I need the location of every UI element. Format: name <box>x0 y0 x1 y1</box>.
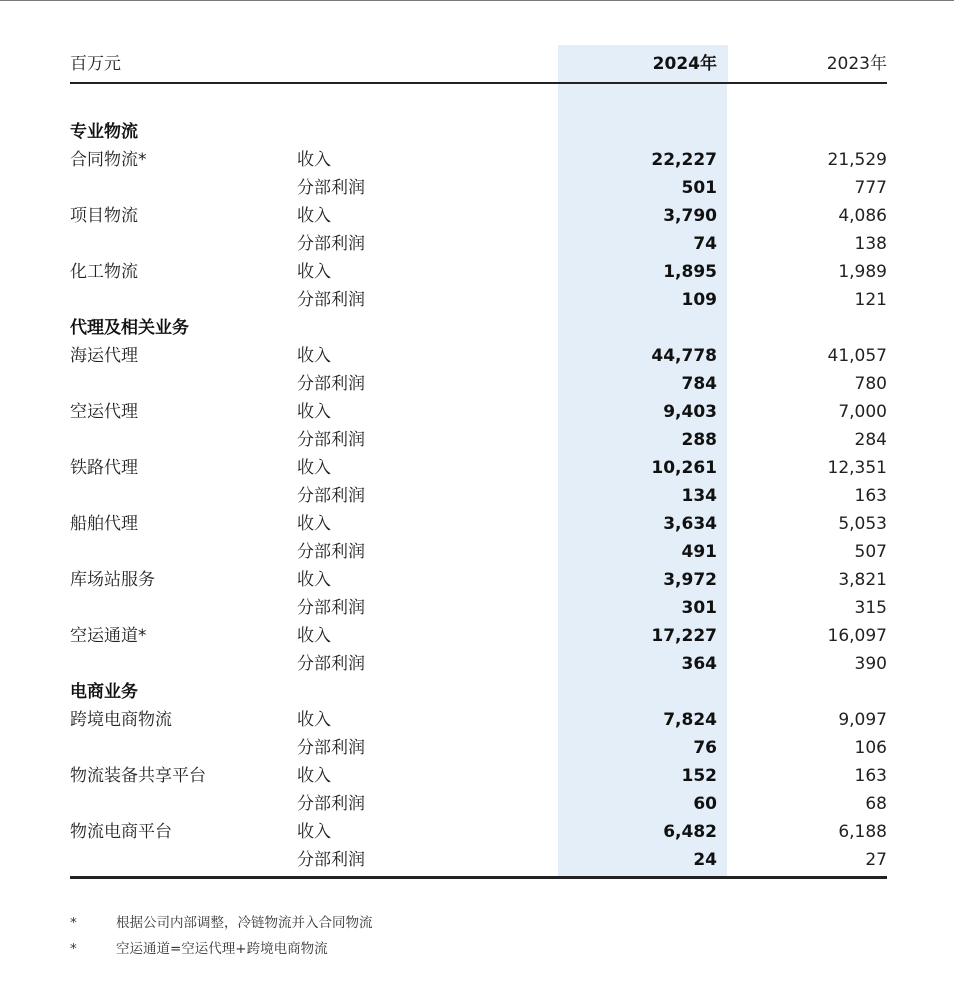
metric-label: 收入 <box>297 570 331 590</box>
value-2023: 21,529 <box>827 150 887 170</box>
table-row <box>70 846 887 874</box>
value-2024: 44,778 <box>651 346 717 366</box>
value-2024: 301 <box>681 598 717 618</box>
column-header-2024: 2024年 <box>652 54 717 74</box>
value-2024: 109 <box>681 290 717 310</box>
metric-label: 收入 <box>297 766 331 786</box>
value-2024: 6,482 <box>663 822 717 842</box>
metric-label: 收入 <box>297 626 331 646</box>
value-2023: 7,000 <box>838 402 887 422</box>
metric-label: 分部利润 <box>297 794 365 814</box>
section-heading-row <box>70 118 887 146</box>
table-row <box>70 650 887 678</box>
table-row <box>70 622 887 650</box>
value-2024: 364 <box>681 654 717 674</box>
section-title: 代理及相关业务 <box>70 318 189 338</box>
segment-table-body <box>70 118 887 874</box>
section-heading-row <box>70 314 887 342</box>
table-row <box>70 174 887 202</box>
segment-name: 合同物流* <box>70 150 147 170</box>
value-2024: 24 <box>693 850 717 870</box>
metric-label: 分部利润 <box>297 738 365 758</box>
table-row <box>70 734 887 762</box>
table-row <box>70 762 887 790</box>
table-row <box>70 790 887 818</box>
value-2023: 9,097 <box>838 710 887 730</box>
segment-name: 项目物流 <box>70 206 138 226</box>
value-2023: 507 <box>854 542 887 562</box>
value-2023: 284 <box>854 430 887 450</box>
metric-label: 收入 <box>297 822 331 842</box>
value-2023: 390 <box>854 654 887 674</box>
table-header <box>70 50 887 80</box>
metric-label: 收入 <box>297 514 331 534</box>
table-row <box>70 342 887 370</box>
value-2023: 138 <box>854 234 887 254</box>
table-row <box>70 146 887 174</box>
value-2023: 4,086 <box>838 206 887 226</box>
value-2024: 3,634 <box>663 514 717 534</box>
segment-name: 物流电商平台 <box>70 822 172 842</box>
metric-label: 分部利润 <box>297 850 365 870</box>
metric-label: 收入 <box>297 346 331 366</box>
table-row <box>70 538 887 566</box>
footnote-marker: * <box>70 915 77 931</box>
value-2024: 3,790 <box>663 206 717 226</box>
table-row <box>70 482 887 510</box>
segment-name: 铁路代理 <box>70 458 138 478</box>
table-row <box>70 706 887 734</box>
value-2024: 1,895 <box>663 262 717 282</box>
footnote <box>70 910 887 936</box>
value-2024: 10,261 <box>651 458 717 478</box>
value-2023: 6,188 <box>838 822 887 842</box>
metric-label: 分部利润 <box>297 430 365 450</box>
table-row <box>70 454 887 482</box>
metric-label: 收入 <box>297 710 331 730</box>
value-2024: 152 <box>681 766 717 786</box>
value-2023: 41,057 <box>827 346 887 366</box>
table-row <box>70 230 887 258</box>
table-row <box>70 202 887 230</box>
value-2023: 780 <box>854 374 887 394</box>
value-2024: 784 <box>681 374 717 394</box>
metric-label: 分部利润 <box>297 234 365 254</box>
table-row <box>70 426 887 454</box>
header-divider <box>70 82 887 84</box>
unit-label: 百万元 <box>70 54 121 74</box>
table-row <box>70 510 887 538</box>
value-2023: 163 <box>854 486 887 506</box>
section-title: 专业物流 <box>70 122 138 142</box>
segment-name: 空运代理 <box>70 402 138 422</box>
metric-label: 分部利润 <box>297 486 365 506</box>
table-row <box>70 370 887 398</box>
value-2024: 491 <box>681 542 717 562</box>
value-2024: 60 <box>693 794 717 814</box>
value-2023: 315 <box>854 598 887 618</box>
value-2023: 163 <box>854 766 887 786</box>
value-2023: 12,351 <box>827 458 887 478</box>
segment-name: 库场站服务 <box>70 570 155 590</box>
value-2024: 288 <box>681 430 717 450</box>
value-2024: 3,972 <box>663 570 717 590</box>
table-bottom-rule <box>70 876 887 879</box>
footnotes <box>70 910 887 962</box>
metric-label: 收入 <box>297 206 331 226</box>
metric-label: 收入 <box>297 458 331 478</box>
footnote-text: 根据公司内部调整，冷链物流并入合同物流 <box>116 915 373 931</box>
footnote <box>70 936 887 962</box>
value-2023: 68 <box>865 794 887 814</box>
value-2024: 134 <box>681 486 717 506</box>
table-row <box>70 818 887 846</box>
segment-name: 化工物流 <box>70 262 138 282</box>
metric-label: 分部利润 <box>297 654 365 674</box>
segment-name: 海运代理 <box>70 346 138 366</box>
value-2023: 777 <box>854 178 887 198</box>
metric-label: 分部利润 <box>297 290 365 310</box>
metric-label: 收入 <box>297 150 331 170</box>
footnote-text: 空运通道=空运代理+跨境电商物流 <box>116 941 328 957</box>
metric-label: 分部利润 <box>297 374 365 394</box>
value-2023: 121 <box>854 290 887 310</box>
value-2024: 17,227 <box>651 626 717 646</box>
value-2024: 22,227 <box>651 150 717 170</box>
table-row <box>70 258 887 286</box>
footnote-marker: * <box>70 941 77 957</box>
table-row <box>70 286 887 314</box>
value-2024: 501 <box>681 178 717 198</box>
segment-name: 船舶代理 <box>70 514 138 534</box>
segment-name: 空运通道* <box>70 626 147 646</box>
value-2024: 9,403 <box>663 402 717 422</box>
column-header-2023: 2023年 <box>826 54 887 74</box>
value-2023: 5,053 <box>838 514 887 534</box>
table-row <box>70 398 887 426</box>
section-heading-row <box>70 678 887 706</box>
section-title: 电商业务 <box>70 682 138 702</box>
value-2024: 74 <box>693 234 717 254</box>
segment-name: 跨境电商物流 <box>70 710 172 730</box>
value-2024: 7,824 <box>663 710 717 730</box>
value-2023: 27 <box>865 850 887 870</box>
segment-name: 物流装备共享平台 <box>70 766 206 786</box>
value-2023: 3,821 <box>838 570 887 590</box>
value-2023: 106 <box>854 738 887 758</box>
value-2023: 1,989 <box>838 262 887 282</box>
metric-label: 分部利润 <box>297 598 365 618</box>
metric-label: 分部利润 <box>297 178 365 198</box>
metric-label: 分部利润 <box>297 542 365 562</box>
table-row <box>70 594 887 622</box>
top-border-line <box>0 0 954 1</box>
value-2024: 76 <box>693 738 717 758</box>
table-row <box>70 566 887 594</box>
value-2023: 16,097 <box>827 626 887 646</box>
metric-label: 收入 <box>297 402 331 422</box>
metric-label: 收入 <box>297 262 331 282</box>
